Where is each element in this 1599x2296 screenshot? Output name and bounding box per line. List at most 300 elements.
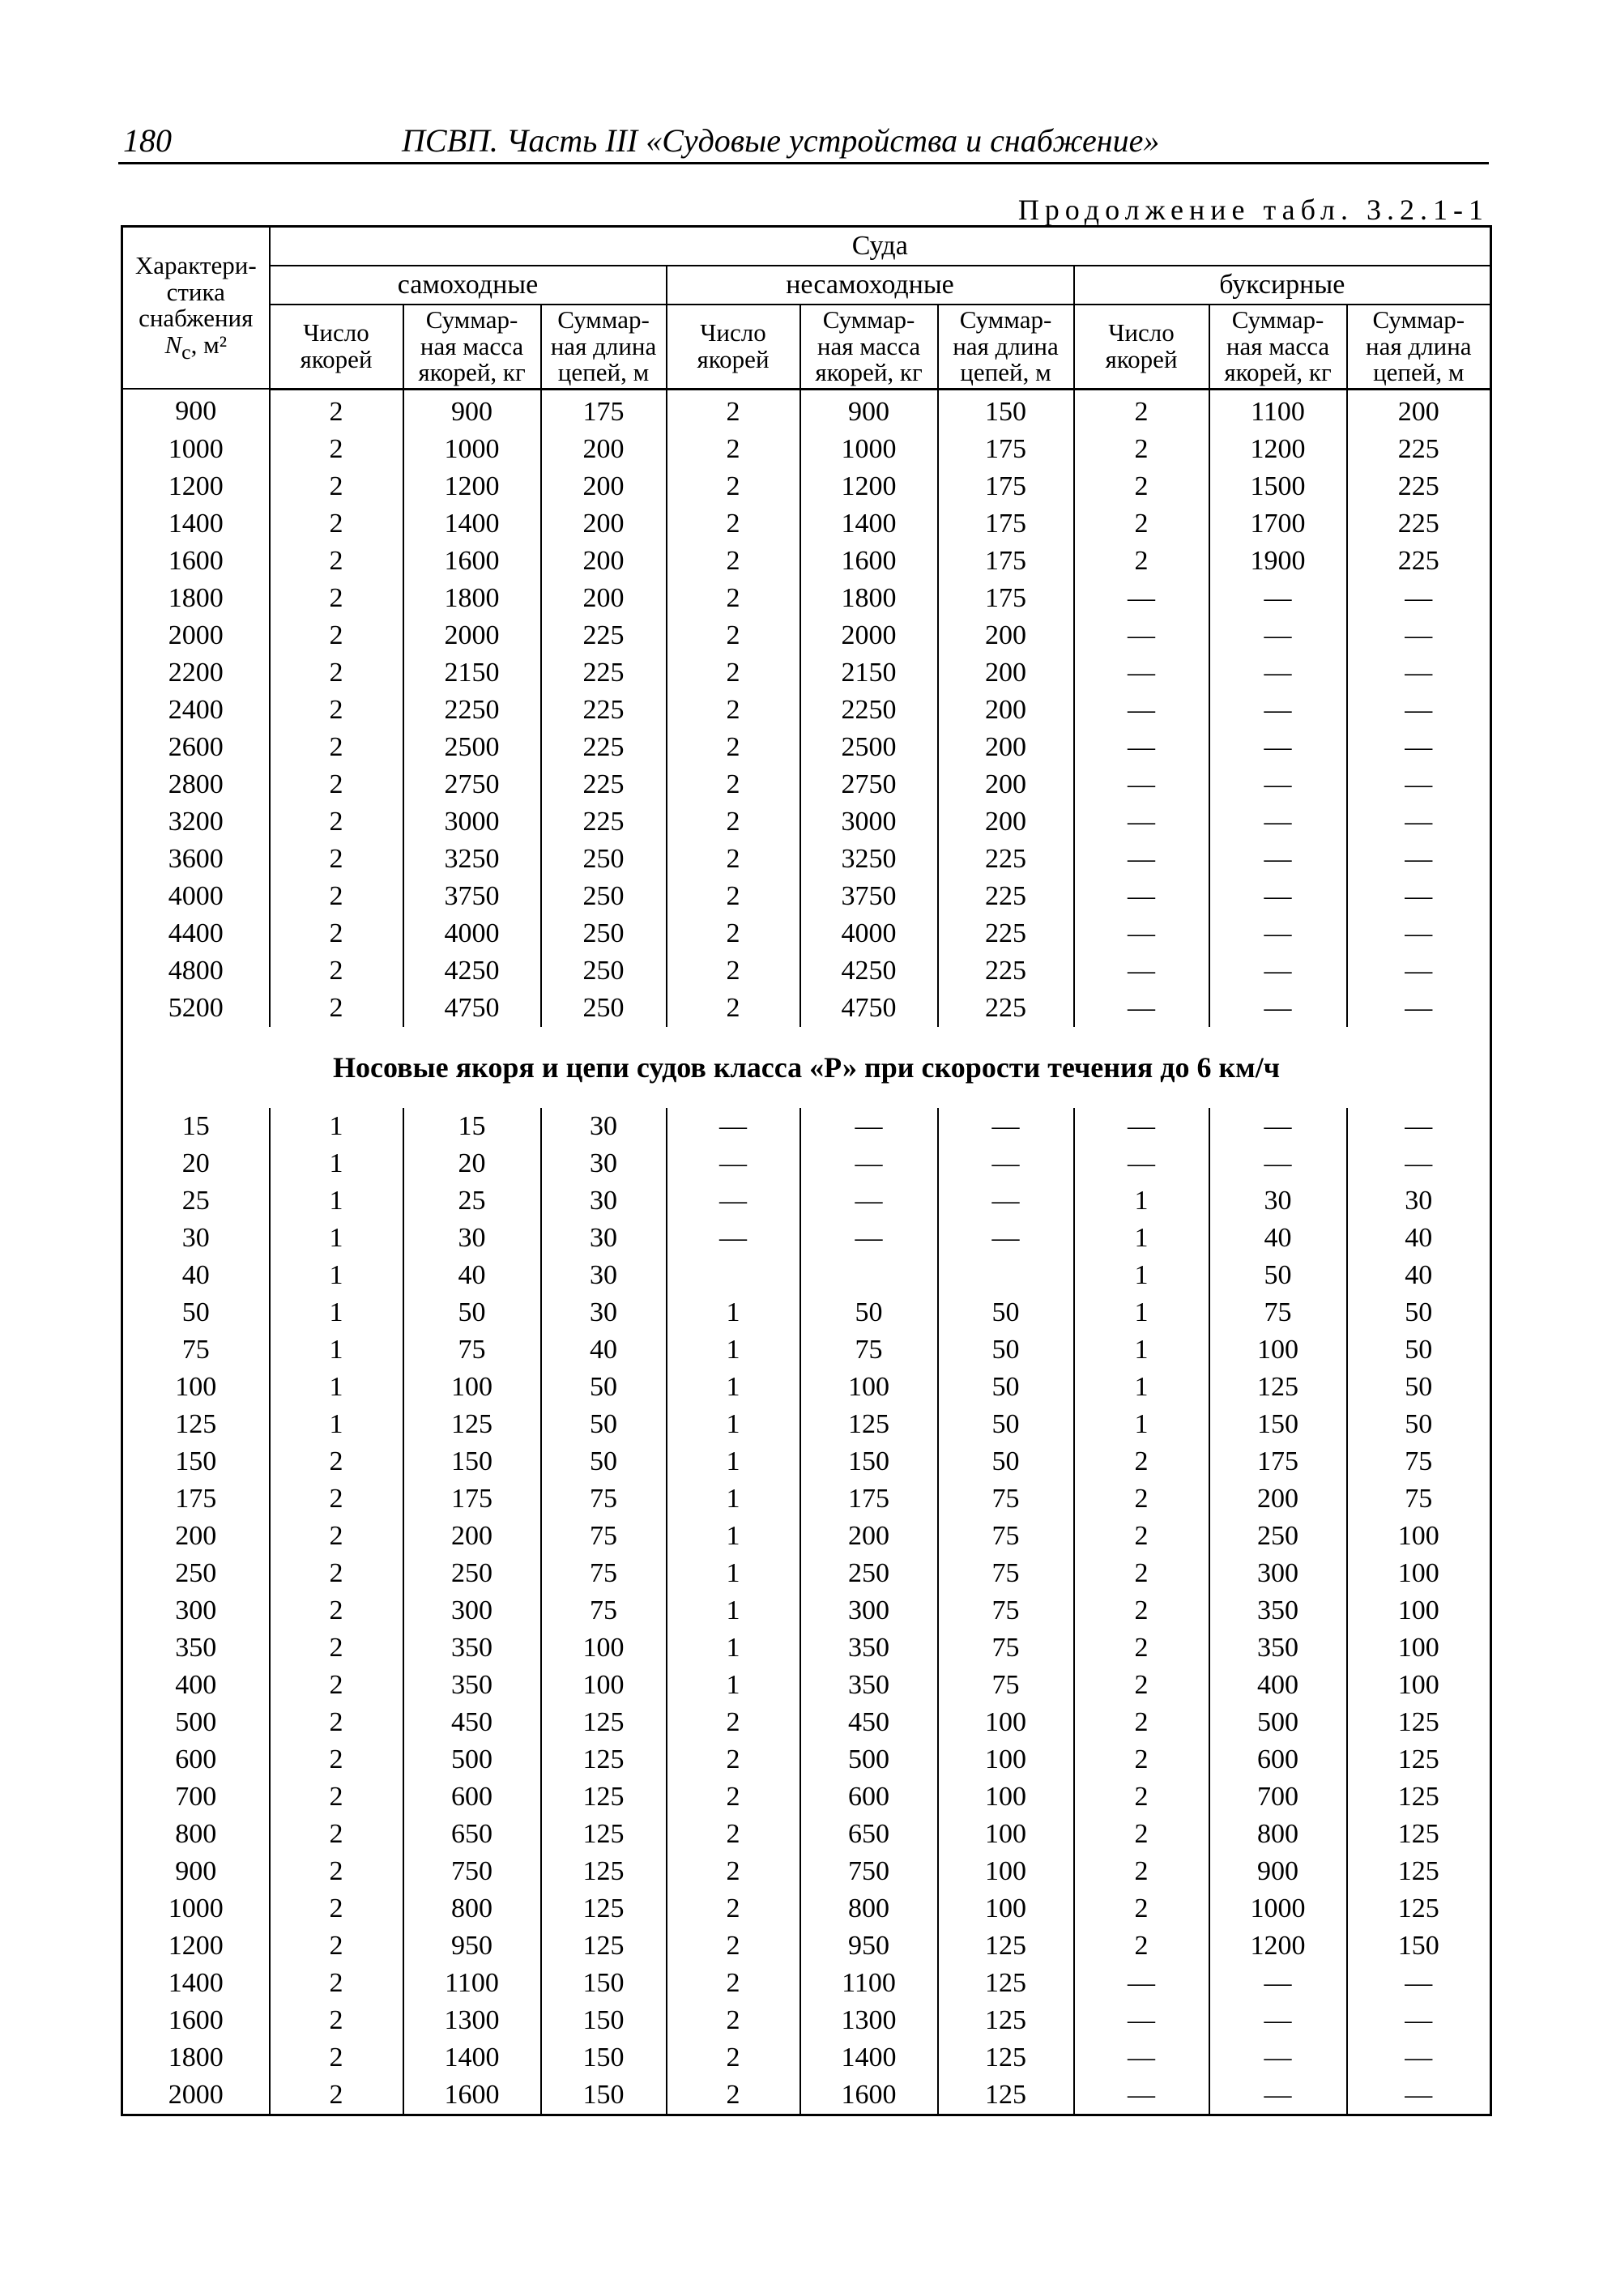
supply-characteristic-cell: 500 [122, 1704, 270, 1741]
table-cell: — [1074, 952, 1209, 990]
table-cell: — [1209, 2077, 1347, 2115]
table-cell: 800 [800, 1890, 938, 1928]
table-cell: 2 [270, 729, 403, 766]
table-cell: 30 [541, 1220, 667, 1257]
table-row [122, 915, 1491, 952]
table-cell: 75 [541, 1518, 667, 1555]
table-cell: 750 [403, 1853, 541, 1890]
table-cell: 2 [667, 1741, 800, 1778]
table-cell: 2750 [800, 766, 938, 803]
table-cell: 100 [1209, 1331, 1347, 1369]
table-cell: 2 [270, 1667, 403, 1704]
table-cell [667, 1257, 800, 1294]
table-row [122, 841, 1491, 878]
header-mass-3: Суммар- ная масса якорей, кг [1209, 305, 1347, 389]
table-cell: — [1074, 878, 1209, 915]
table-cell: 2 [1074, 468, 1209, 505]
table-cell: 225 [938, 990, 1074, 1027]
table-cell: — [1347, 580, 1491, 617]
table-cell: 100 [938, 1778, 1074, 1816]
table-cell: 50 [1347, 1406, 1491, 1443]
table-cell: 800 [403, 1890, 541, 1928]
table-cell: 175 [403, 1480, 541, 1518]
table-cell: — [1074, 803, 1209, 841]
table-cell: — [1347, 952, 1491, 990]
table-cell: 2 [667, 1853, 800, 1890]
table-cell: 1400 [403, 2039, 541, 2077]
header-vessels: Суда [270, 227, 1491, 266]
table-cell: 75 [1209, 1294, 1347, 1331]
table-cell: 2 [667, 692, 800, 729]
table-cell: 1500 [1209, 468, 1347, 505]
table-cell: 30 [1347, 1182, 1491, 1220]
table-cell: 250 [541, 915, 667, 952]
table-cell: 100 [541, 1667, 667, 1704]
table-cell: — [1347, 654, 1491, 692]
table-row [122, 389, 1491, 431]
table-cell: 100 [938, 1816, 1074, 1853]
table-cell: 225 [938, 915, 1074, 952]
table-cell: 3250 [403, 841, 541, 878]
table-cell: 1 [270, 1406, 403, 1443]
supply-characteristic-cell: 40 [122, 1257, 270, 1294]
table-cell: 500 [1209, 1704, 1347, 1741]
header-group-tugs: буксирные [1074, 266, 1491, 305]
table-cell: 200 [938, 617, 1074, 654]
supply-characteristic-cell: 175 [122, 1480, 270, 1518]
table-cell: 50 [938, 1443, 1074, 1480]
table-cell: 30 [1209, 1182, 1347, 1220]
table-cell: 2 [1074, 1667, 1209, 1704]
table-cell: 2150 [403, 654, 541, 692]
table-row [122, 468, 1491, 505]
table-cell: 2 [1074, 1555, 1209, 1592]
table-cell: 1300 [800, 2002, 938, 2039]
table-cell: 1 [270, 1294, 403, 1331]
table-cell: 1 [1074, 1220, 1209, 1257]
table-cell: 75 [938, 1592, 1074, 1629]
table-cell: 1 [270, 1145, 403, 1182]
table-cell: 50 [938, 1294, 1074, 1331]
table-cell: 2500 [403, 729, 541, 766]
table-cell: 30 [541, 1145, 667, 1182]
table-cell: 2 [1074, 1704, 1209, 1741]
header-mass-2: Суммар- ная масса якорей, кг [800, 305, 938, 389]
header-group-self-propelled: самоходные [270, 266, 667, 305]
table-cell: 2 [1074, 1928, 1209, 1965]
table-cell: 150 [541, 2077, 667, 2115]
table-cell: 1 [1074, 1257, 1209, 1294]
table-cell: 225 [1347, 468, 1491, 505]
table-cell: 250 [403, 1555, 541, 1592]
table-cell: 1200 [800, 468, 938, 505]
table-cell: — [938, 1182, 1074, 1220]
table-cell: 2 [667, 2002, 800, 2039]
table-cell: 225 [938, 841, 1074, 878]
table-cell: 1 [667, 1406, 800, 1443]
table-cell: 3000 [403, 803, 541, 841]
table-cell: 1400 [403, 505, 541, 543]
table-cell: 75 [938, 1629, 1074, 1667]
table-cell: 500 [800, 1741, 938, 1778]
table-cell: 2 [270, 841, 403, 878]
table-row [122, 1629, 1491, 1667]
table-cell: 125 [1347, 1890, 1491, 1928]
table-cell: 2 [667, 878, 800, 915]
table-cell: — [1209, 878, 1347, 915]
table-cell: — [1347, 841, 1491, 878]
table-cell: 2 [270, 1704, 403, 1741]
table-cell: 2 [1074, 431, 1209, 468]
supply-characteristic-cell: 4400 [122, 915, 270, 952]
table-row [122, 1257, 1491, 1294]
table-cell: 2 [667, 952, 800, 990]
table-cell: 100 [1347, 1667, 1491, 1704]
table-cell: 300 [403, 1592, 541, 1629]
table-cell: 2 [270, 1443, 403, 1480]
table-cell: 1 [1074, 1369, 1209, 1406]
table-cell: 350 [800, 1629, 938, 1667]
table-cell: 125 [938, 2039, 1074, 2077]
table-cell: 1 [1074, 1406, 1209, 1443]
table-cell: 2 [667, 990, 800, 1027]
table-cell: 75 [1347, 1443, 1491, 1480]
table-cell: — [938, 1145, 1074, 1182]
table-cell: 100 [541, 1629, 667, 1667]
table-cell: 650 [800, 1816, 938, 1853]
table-cell: 2 [270, 1741, 403, 1778]
table-cell: 100 [1347, 1629, 1491, 1667]
table-cell: 200 [1347, 389, 1491, 431]
table-cell: 2 [1074, 1518, 1209, 1555]
table-cell: 1600 [800, 543, 938, 580]
table-cell: 1 [667, 1443, 800, 1480]
table-cell: 75 [541, 1480, 667, 1518]
table-cell: 2 [270, 505, 403, 543]
table-cell: — [1347, 2077, 1491, 2115]
supply-characteristic-cell: 2600 [122, 729, 270, 766]
table-cell: 2 [270, 1480, 403, 1518]
table-cell: 2 [270, 1778, 403, 1816]
table-cell: 4000 [403, 915, 541, 952]
table-cell: 2 [667, 1704, 800, 1741]
table-cell: 2 [667, 766, 800, 803]
table-cell: 75 [800, 1331, 938, 1369]
table-cell: 500 [403, 1741, 541, 1778]
supply-characteristic-cell: 700 [122, 1778, 270, 1816]
table-cell: 200 [541, 580, 667, 617]
table-cell: — [1209, 915, 1347, 952]
table-cell: — [667, 1182, 800, 1220]
table-cell: 225 [541, 729, 667, 766]
table-cell: 350 [1209, 1629, 1347, 1667]
table-cell [800, 1257, 938, 1294]
table-cell: — [1074, 915, 1209, 952]
table-cell: 2 [1074, 1592, 1209, 1629]
table-cell: — [1209, 654, 1347, 692]
table-cell: 1100 [800, 1965, 938, 2002]
table-cell: — [1209, 580, 1347, 617]
table-cell: 150 [541, 2002, 667, 2039]
header-supply-characteristic: Характери- стика снабжения $N_с$, м² [122, 227, 270, 390]
table-cell: 1 [667, 1592, 800, 1629]
supply-characteristic-cell: 900 [122, 389, 270, 431]
table-row [122, 1331, 1491, 1369]
table-cell: 50 [1347, 1294, 1491, 1331]
table-cell: 2 [667, 915, 800, 952]
table-cell: 225 [541, 692, 667, 729]
supply-characteristic-cell: 2800 [122, 766, 270, 803]
table-cell: 225 [938, 952, 1074, 990]
table-cell: — [800, 1108, 938, 1145]
table-cell: 600 [1209, 1741, 1347, 1778]
table-row [122, 1145, 1491, 1182]
table-cell: 350 [800, 1667, 938, 1704]
table-cell: 2 [667, 1965, 800, 2002]
table-cell: 2 [667, 431, 800, 468]
table-cell: 4250 [800, 952, 938, 990]
table-cell: 100 [403, 1369, 541, 1406]
table-cell: 150 [541, 1965, 667, 2002]
table-cell: 2 [1074, 1890, 1209, 1928]
table-row [122, 729, 1491, 766]
table-cell: 200 [938, 654, 1074, 692]
table-cell: — [938, 1220, 1074, 1257]
table-cell: — [1347, 878, 1491, 915]
supply-characteristic-cell: 5200 [122, 990, 270, 1027]
supply-characteristic-cell: 3200 [122, 803, 270, 841]
table-cell: 150 [1209, 1406, 1347, 1443]
table-cell: 15 [403, 1108, 541, 1145]
table-cell: 1800 [403, 580, 541, 617]
table-cell: 2 [667, 2077, 800, 2115]
sub-header-row [122, 305, 1491, 389]
table-cell: — [1209, 2002, 1347, 2039]
table-cell: 250 [541, 952, 667, 990]
table-cell: — [667, 1108, 800, 1145]
table-row [122, 580, 1491, 617]
header-length-2: Суммар- ная длина цепей, м [938, 305, 1074, 389]
page-number: 180 [123, 122, 172, 159]
supply-characteristic-cell: 2000 [122, 2077, 270, 2115]
table-cell: 1200 [1209, 1928, 1347, 1965]
table-row [122, 1778, 1491, 1816]
table-cell: 200 [938, 692, 1074, 729]
table-cell: 750 [800, 1853, 938, 1890]
table-cell: 1900 [1209, 543, 1347, 580]
table-cell: 75 [541, 1592, 667, 1629]
table-cell: 125 [1347, 1816, 1491, 1853]
table-cell: 175 [938, 580, 1074, 617]
table-cell: 2 [667, 729, 800, 766]
table-cell: — [1074, 990, 1209, 1027]
section-title: Носовые якоря и цепи судов класса «Р» при скорости течения до 6 км/ч [333, 1050, 1281, 1084]
table-row [122, 1518, 1491, 1555]
table-row [122, 1667, 1491, 1704]
supply-characteristic-cell: 3600 [122, 841, 270, 878]
table-cell: 50 [1347, 1369, 1491, 1406]
table-cell: 250 [541, 841, 667, 878]
table-cell: 350 [403, 1629, 541, 1667]
table-cell: — [1074, 654, 1209, 692]
table-cell: 4750 [403, 990, 541, 1027]
supply-characteristic-cell: 1800 [122, 580, 270, 617]
table-cell: — [1074, 1145, 1209, 1182]
table-cell: 1600 [403, 2077, 541, 2115]
table-row [122, 1704, 1491, 1741]
table-row [122, 505, 1491, 543]
table-cell: 2 [270, 2039, 403, 2077]
table-cell: — [1209, 1145, 1347, 1182]
table-continuation-caption: Продолжение табл. 3.2.1-1 [1017, 194, 1489, 226]
table-cell: 2 [1074, 1778, 1209, 1816]
table-cell: 2 [270, 543, 403, 580]
table-row [122, 1443, 1491, 1480]
table-cell: 125 [1209, 1369, 1347, 1406]
table-cell: 2000 [403, 617, 541, 654]
table-cell: 2 [270, 878, 403, 915]
table-cell: — [800, 1220, 938, 1257]
table-cell: — [1347, 1145, 1491, 1182]
table-row [122, 1182, 1491, 1220]
supply-characteristic-cell: 75 [122, 1331, 270, 1369]
table-cell: 2 [270, 1890, 403, 1928]
table-cell: 2 [667, 617, 800, 654]
table-cell: — [1209, 2039, 1347, 2077]
table-cell: 225 [1347, 543, 1491, 580]
table-cell: 3750 [403, 878, 541, 915]
table-cell: 400 [1209, 1667, 1347, 1704]
supply-characteristic-cell: 25 [122, 1182, 270, 1220]
table-cell: 2 [1074, 505, 1209, 543]
table-cell: 2 [270, 1853, 403, 1890]
table-cell: 2 [270, 580, 403, 617]
table-cell: 1200 [1209, 431, 1347, 468]
table-cell: 1100 [403, 1965, 541, 2002]
table-cell: 3000 [800, 803, 938, 841]
table-row [122, 1965, 1491, 2002]
table-cell: 250 [541, 990, 667, 1027]
table-cell: — [1209, 990, 1347, 1027]
table-cell: 1800 [800, 580, 938, 617]
table-cell: 1 [1074, 1182, 1209, 1220]
table-cell: 1100 [1209, 389, 1347, 431]
table-cell: 150 [403, 1443, 541, 1480]
table-cell [938, 1257, 1074, 1294]
table-cell: 700 [1209, 1778, 1347, 1816]
table-cell: — [1347, 1965, 1491, 2002]
table-cell: 50 [1347, 1331, 1491, 1369]
table-cell: — [1074, 2002, 1209, 2039]
table-cell: — [1074, 692, 1209, 729]
table-cell: 125 [1347, 1778, 1491, 1816]
table-row [122, 2077, 1491, 2115]
table-cell: 50 [938, 1369, 1074, 1406]
table-cell: 2 [1074, 389, 1209, 431]
table-cell: 2 [270, 915, 403, 952]
table-cell: 200 [541, 543, 667, 580]
supply-characteristic-cell: 600 [122, 1741, 270, 1778]
table-cell: 225 [938, 878, 1074, 915]
table-cell: 2250 [800, 692, 938, 729]
table-cell: 900 [800, 389, 938, 431]
table-cell: 50 [403, 1294, 541, 1331]
supply-characteristic-cell: 350 [122, 1629, 270, 1667]
table-row [122, 2002, 1491, 2039]
table-cell: 20 [403, 1145, 541, 1182]
table-row [122, 878, 1491, 915]
table-cell: 2 [270, 1928, 403, 1965]
table-cell: — [1209, 952, 1347, 990]
table-cell: 1000 [403, 431, 541, 468]
table-row [122, 1369, 1491, 1406]
table-cell: 4250 [403, 952, 541, 990]
table-cell: 2 [1074, 1741, 1209, 1778]
table-cell: 150 [541, 2039, 667, 2077]
table-cell: — [1347, 2002, 1491, 2039]
table-cell: 200 [403, 1518, 541, 1555]
supply-characteristic-cell: 1400 [122, 1965, 270, 2002]
table-cell: 1 [667, 1555, 800, 1592]
table-cell: 2 [270, 1965, 403, 2002]
section-title-row [122, 1027, 1491, 1108]
table-cell: 800 [1209, 1816, 1347, 1853]
header-group-non-self-propelled: несамоходные [667, 266, 1074, 305]
table-cell: 2 [270, 2002, 403, 2039]
table-cell: — [667, 1220, 800, 1257]
table-cell: 225 [541, 617, 667, 654]
table-cell: 2 [270, 431, 403, 468]
table-cell: 150 [1347, 1928, 1491, 1965]
table-cell: 75 [403, 1331, 541, 1369]
table-cell: 200 [541, 431, 667, 468]
table-cell: — [1347, 617, 1491, 654]
table-cell: — [1074, 841, 1209, 878]
header-count-1: Число якорей [270, 305, 403, 389]
table-cell: 2 [270, 654, 403, 692]
table-cell: 2 [667, 2039, 800, 2077]
table-cell: 2 [270, 468, 403, 505]
table-cell: 2 [1074, 1853, 1209, 1890]
table-cell: 350 [403, 1667, 541, 1704]
table-row [122, 1555, 1491, 1592]
supply-characteristic-cell: 1200 [122, 468, 270, 505]
table-row [122, 1480, 1491, 1518]
table-cell: — [1209, 692, 1347, 729]
supply-characteristic-cell: 15 [122, 1108, 270, 1145]
page-header [118, 121, 1489, 164]
table-cell: 2 [667, 1890, 800, 1928]
table-cell: 175 [938, 505, 1074, 543]
table-cell: 1600 [403, 543, 541, 580]
anchor-supply-table [121, 225, 1492, 2116]
table-cell: 175 [541, 389, 667, 431]
supply-characteristic-cell: 250 [122, 1555, 270, 1592]
table-cell: 30 [541, 1182, 667, 1220]
table-row [122, 2039, 1491, 2077]
table-cell: 2 [1074, 1816, 1209, 1853]
table-cell: 1200 [403, 468, 541, 505]
table-cell: 1700 [1209, 505, 1347, 543]
table-cell: 40 [1347, 1257, 1491, 1294]
table-row [122, 543, 1491, 580]
table-cell: 1400 [800, 2039, 938, 2077]
table-row [122, 1406, 1491, 1443]
table-cell: 2 [270, 692, 403, 729]
table-cell: — [800, 1145, 938, 1182]
table-cell: 125 [541, 1928, 667, 1965]
table-row [122, 766, 1491, 803]
